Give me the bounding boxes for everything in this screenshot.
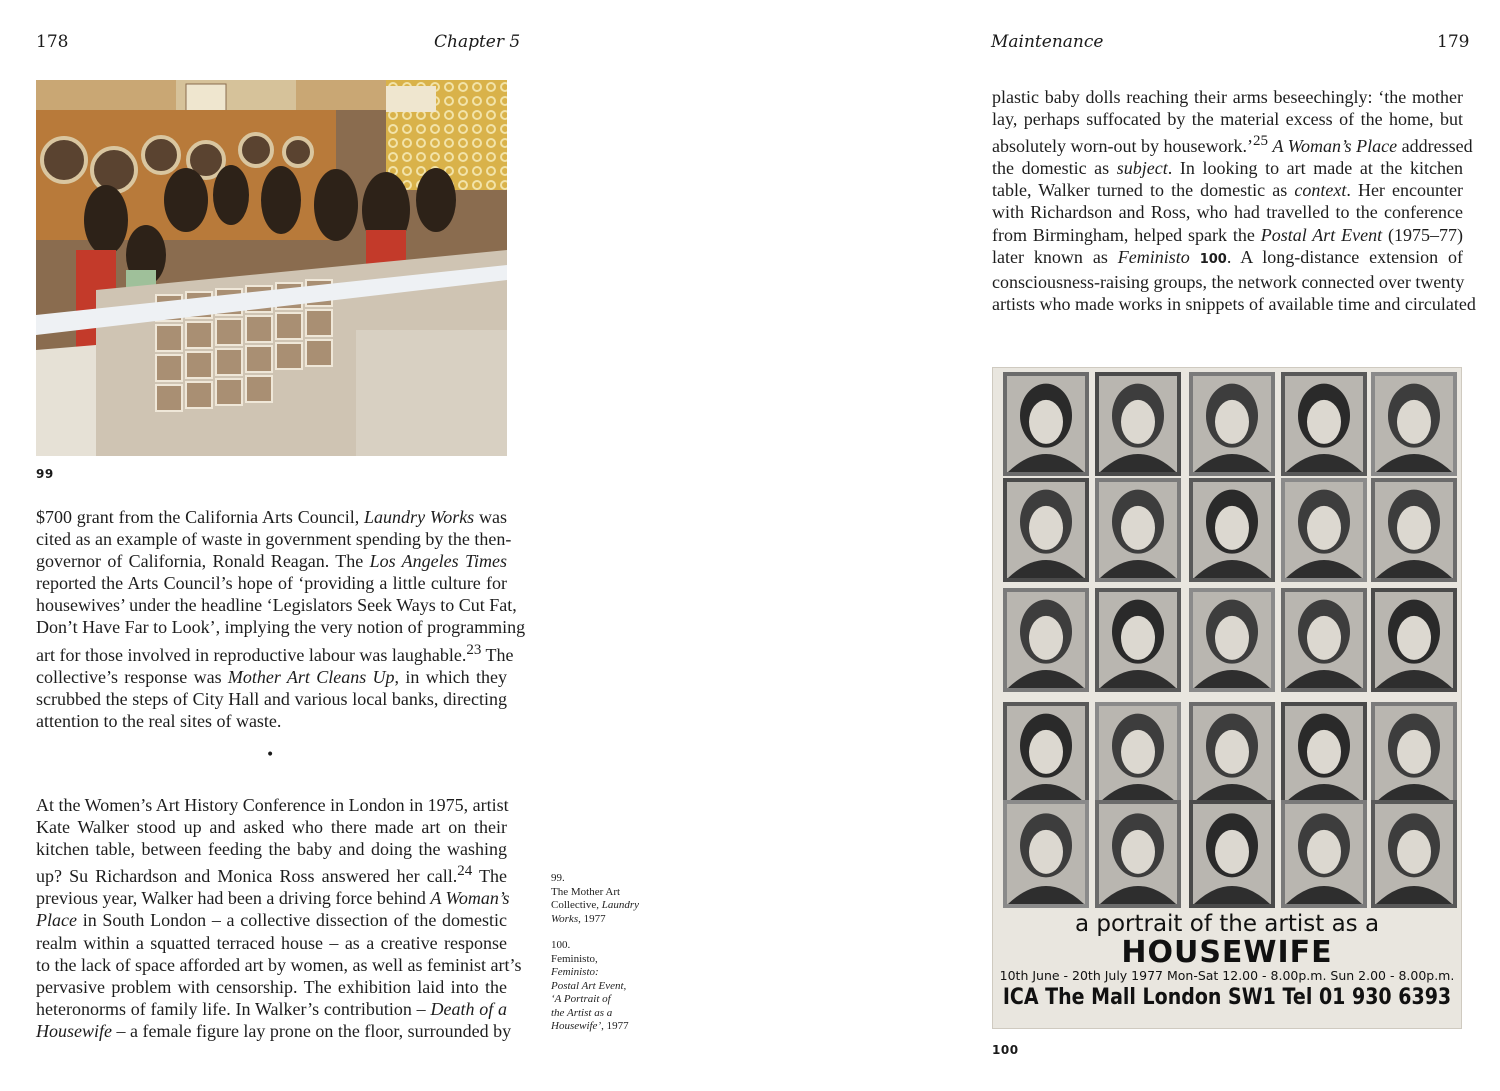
- folio-right: 179: [1437, 32, 1470, 52]
- portrait-photo: [1281, 800, 1367, 908]
- poster-title-line: a portrait of the artist as a: [1074, 911, 1380, 937]
- portrait-photo: [1003, 372, 1089, 476]
- caption-line: 99.: [551, 872, 565, 884]
- caption-line: The Mother Art: [551, 885, 621, 898]
- caption-line: Feministo,: [551, 952, 598, 965]
- text-line: heteronorms of family life. In Walker’s contribution – Death of a: [36, 998, 507, 1019]
- caption-line: the Artist as a: [551, 1006, 613, 1019]
- text-line: Don’t Have Far to Look’, implying the very notion of programming: [36, 617, 526, 638]
- text-line: collective’s response was Mother Art Cleans Up, in which they: [36, 666, 507, 687]
- text-line: pervasive problem with censorship. The exhibition laid into the: [36, 976, 507, 997]
- portrait-photo: [1095, 702, 1181, 806]
- text-line: to the lack of space afforded art by women, as well as feminist art’s: [36, 954, 522, 975]
- text-line: housewives’ under the headline ‘Legislators Seek Ways to Cut Fat,: [36, 595, 517, 616]
- body-paragraph-right-1: [992, 86, 1476, 315]
- text-line: table, Walker turned to the domestic as context. Her encounter: [992, 180, 1463, 201]
- text-line: realm within a squatted terraced house – as a creative response: [36, 932, 507, 953]
- portrait-photo: [1003, 702, 1089, 806]
- portrait-photo: [1371, 478, 1457, 582]
- caption-line: Feministo:: [551, 966, 599, 978]
- text-line: cited as an example of waste in government spending by the then-: [36, 529, 512, 550]
- figure-100-housewife-poster: [992, 367, 1462, 1029]
- portrait-photo: [1095, 800, 1181, 908]
- caption-line: Postal Art Event,: [551, 979, 627, 992]
- running-head-left: Chapter 5: [434, 32, 521, 52]
- poster-housewife-heading: HOUSEWIFE: [1121, 935, 1333, 970]
- caption-line: 100.: [551, 939, 571, 951]
- text-line: Housewife – a female figure lay prone on the floor, surrounded by: [36, 1020, 512, 1041]
- figure-number-100: 100: [992, 1043, 1019, 1057]
- text-line: art for those involved in reproductive labour was laughable.$^{23}$ The: [36, 641, 514, 665]
- portrait-photo: [1281, 478, 1367, 582]
- caption-line: ‘A Portrait of: [551, 993, 611, 1005]
- folio-left: 178: [36, 32, 69, 52]
- caption-figure-99: [551, 872, 661, 926]
- text-line: the domestic as subject. In looking to art made at the kitchen: [992, 158, 1463, 179]
- text-line: up? Su Richardson and Monica Ross answered her call.$^{24}$ The: [36, 863, 507, 887]
- text-line: attention to the real sites of waste.: [36, 710, 282, 731]
- text-line: $700 grant from the California Arts Council, Laundry Works was: [36, 507, 507, 527]
- poster-dates-line: 10th June - 20th July 1977 Mon-Sat 12.00 - 8.00p.m. Sun 2.00 - 8.00p.m.: [999, 968, 1455, 983]
- text-line: later known as Feministo 100. A long-distance extension of: [992, 246, 1464, 267]
- text-line: plastic baby dolls reaching their arms beseechingly: ‘the mother: [992, 87, 1463, 107]
- caption-line: Housewife’, 1977: [551, 1020, 629, 1032]
- text-line: lay, perhaps suffocated by the material excess of the home, but: [992, 109, 1463, 130]
- portrait-photo: [1371, 588, 1457, 692]
- portrait-photo: [1281, 588, 1367, 692]
- portrait-photo: [1371, 800, 1457, 908]
- portrait-photo: [1371, 702, 1457, 806]
- figure-99-laundromat-photo: [36, 80, 507, 456]
- portrait-photo: [1281, 702, 1367, 806]
- text-line: scrubbed the steps of City Hall and various local banks, directing: [36, 688, 507, 709]
- portrait-photo: [1281, 372, 1367, 476]
- portrait-photo: [1189, 372, 1275, 476]
- portrait-photo: [1003, 588, 1089, 692]
- caption-line: Works, 1977: [551, 912, 606, 925]
- portrait-photo: [1003, 800, 1089, 908]
- text-line: Kate Walker stood up and asked who there made art on their: [36, 817, 507, 838]
- text-line: consciousness-raising groups, the network connected over twenty: [992, 271, 1465, 292]
- caption-line: Collective, Laundry: [551, 899, 639, 911]
- portrait-photo: [1095, 372, 1181, 476]
- portrait-photo: [1095, 588, 1181, 692]
- text-line: absolutely worn-out by housework.’$^{25}$ A Woman’s Place addressed: [992, 133, 1473, 157]
- caption-figure-100: [551, 939, 661, 1034]
- text-line: At the Women’s Art History Conference in London in 1975, artist: [36, 795, 509, 815]
- photobooth-portrait-grid: [993, 368, 1462, 913]
- body-paragraph-left-2: [36, 794, 522, 1042]
- portrait-photo: [1189, 478, 1275, 582]
- text-line: previous year, Walker had been a driving force behind A Woman’s: [36, 888, 510, 909]
- portrait-photo: [1003, 478, 1089, 582]
- text-line: governor of California, Ronald Reagan. The Los Angeles Times: [36, 551, 508, 572]
- portrait-photo: [1189, 800, 1275, 908]
- running-head-right: Maintenance: [991, 32, 1104, 52]
- body-paragraph-left-1: [36, 506, 526, 732]
- poster-venue-line: ICA The Mall London SW1 Tel 01 930 6393: [1002, 984, 1452, 1010]
- text-line: with Richardson and Ross, who had travelled to the conference: [992, 202, 1463, 223]
- figure-number-99: 99: [36, 467, 54, 481]
- portrait-photo: [1371, 372, 1457, 476]
- text-line: kitchen table, between feeding the baby and doing the washing: [36, 839, 507, 860]
- portrait-photo: [1189, 702, 1275, 806]
- text-line: from Birmingham, helped spark the Postal Art Event (1975–77): [992, 224, 1463, 245]
- text-line: reported the Arts Council’s hope of ‘providing a little culture for: [36, 573, 507, 594]
- text-line: Place in South London – a collective dissection of the domestic: [36, 910, 507, 931]
- text-line: artists who made works in snippets of available time and circulated: [992, 293, 1476, 314]
- portrait-photo: [1095, 478, 1181, 582]
- section-separator: •: [266, 747, 275, 763]
- portrait-photo: [1189, 588, 1275, 692]
